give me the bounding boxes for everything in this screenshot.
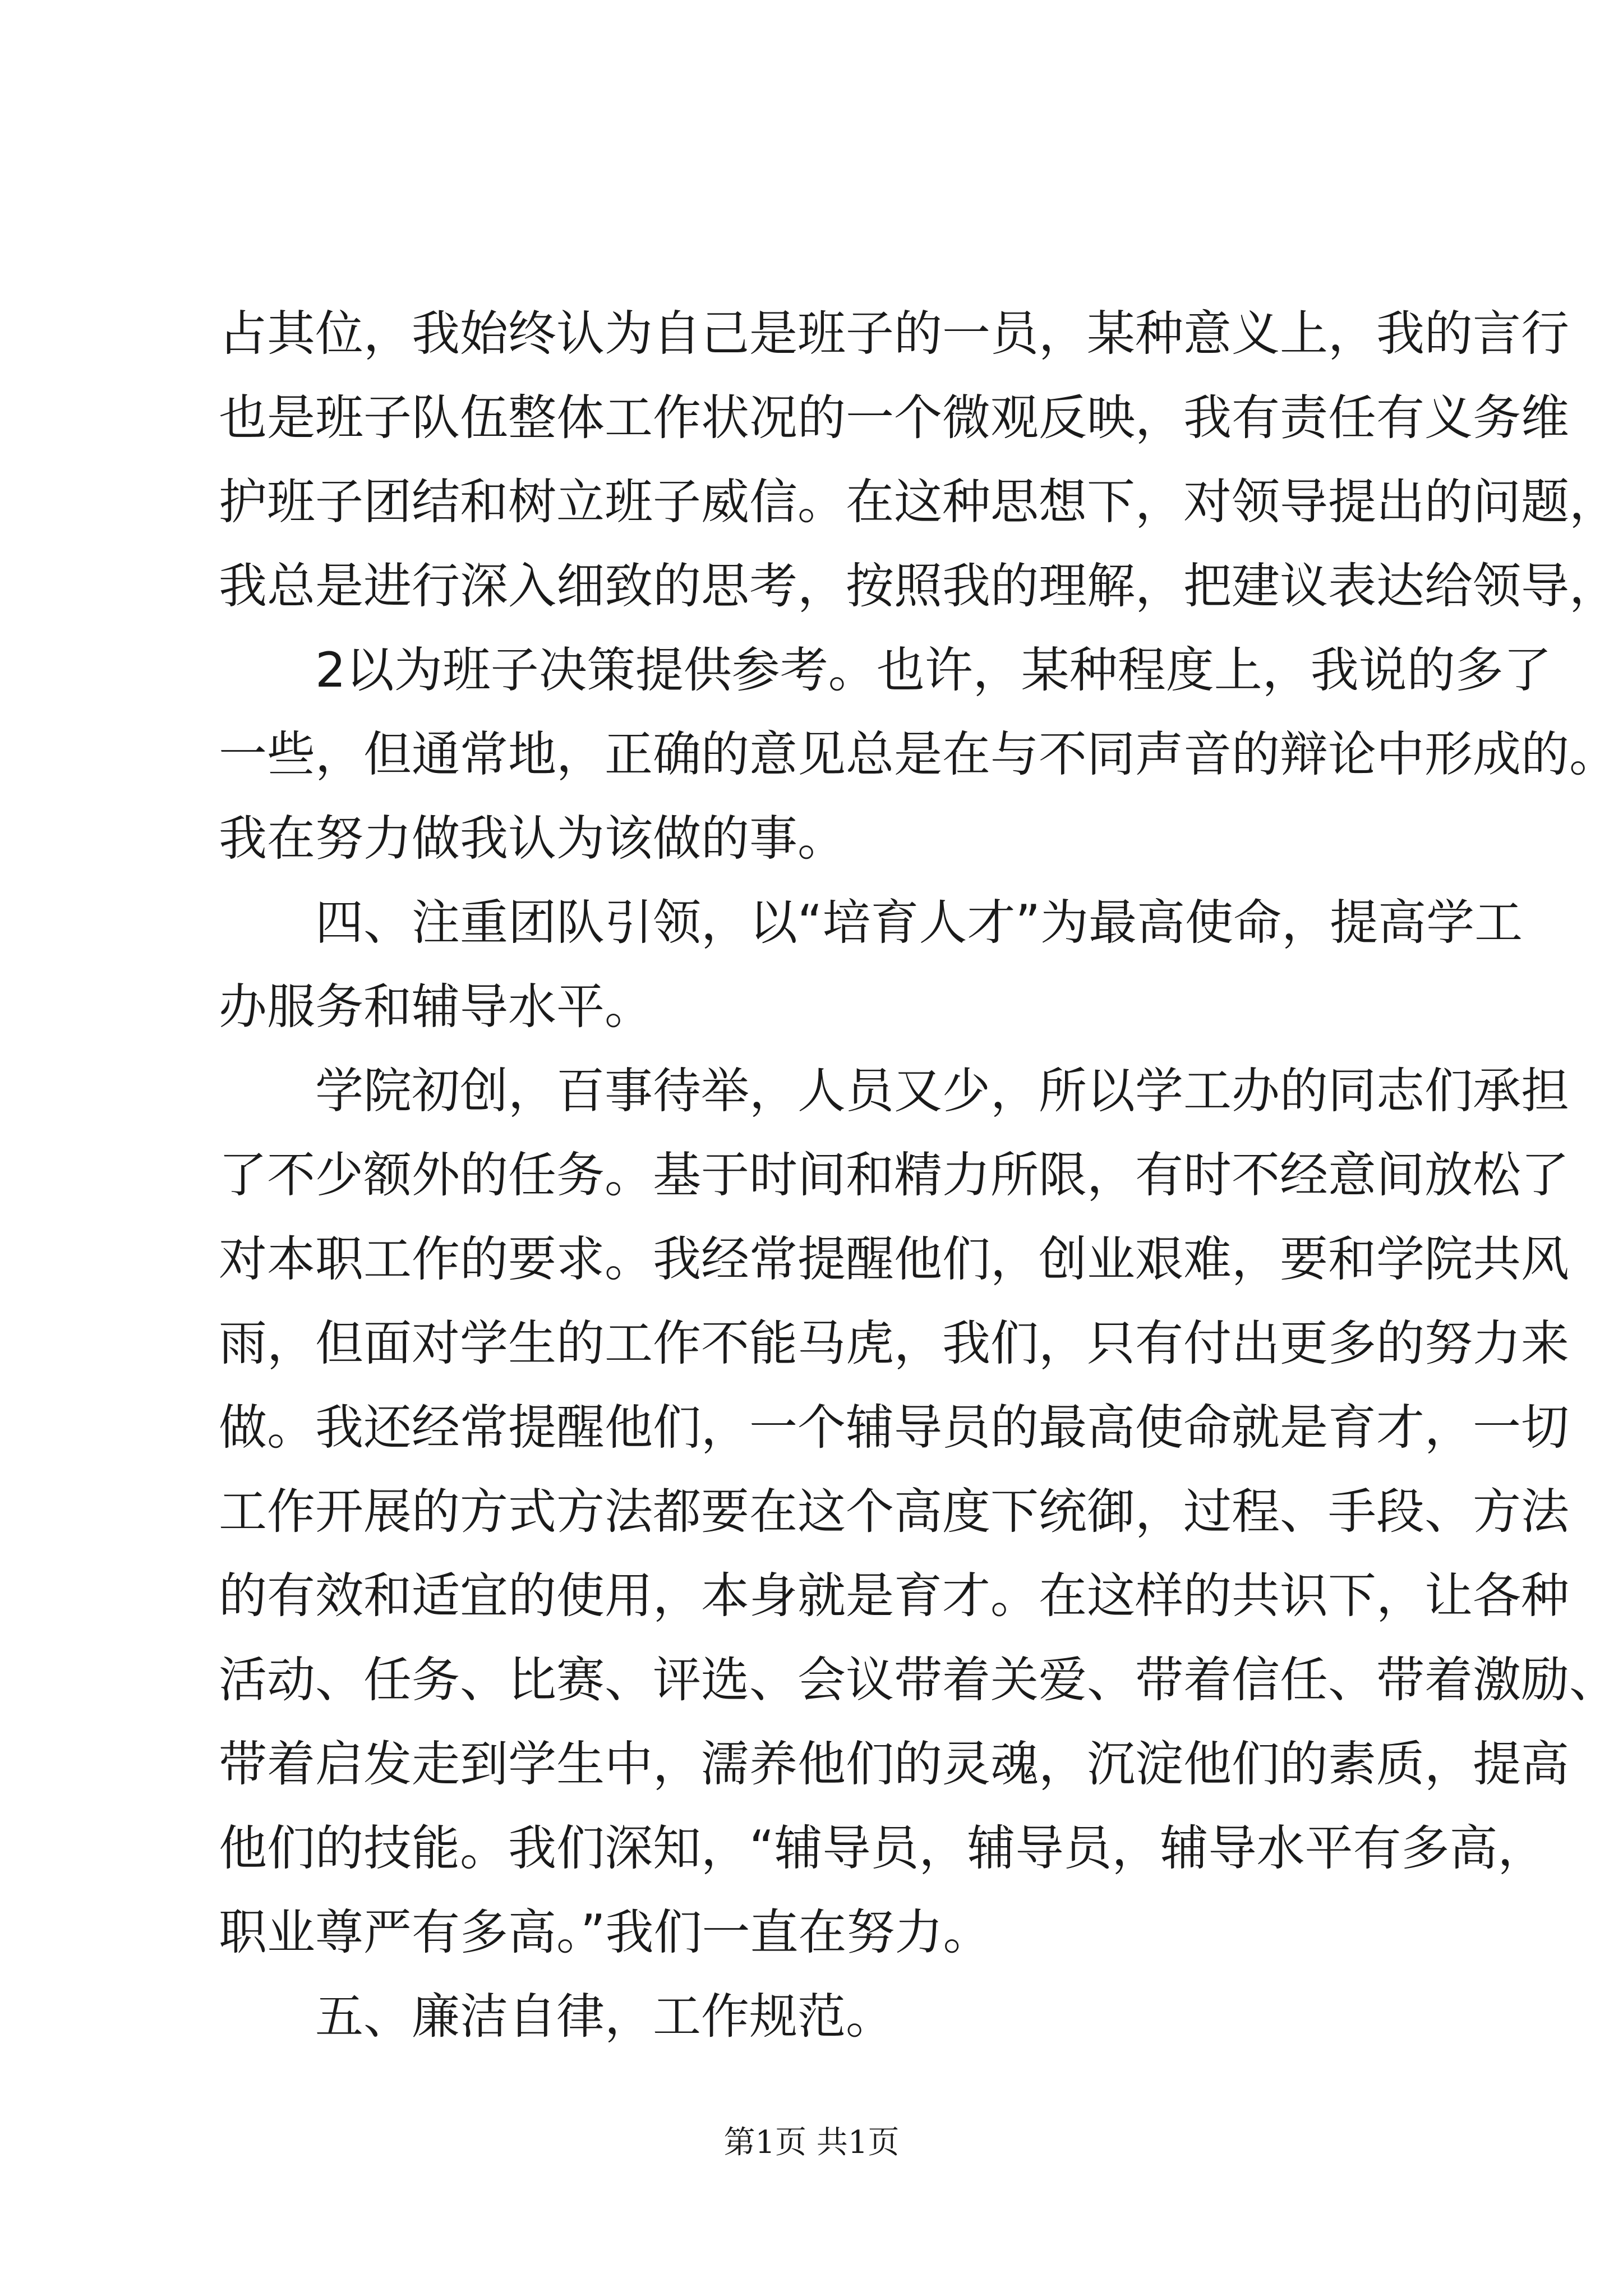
text-line: 对本职工作的要求。我经常提醒他们，创业艰难，要和学院共风: [219, 1231, 1569, 1287]
section-heading: 四、注重团队引领，以“培育人才”为最高使命，提高学工: [219, 895, 1523, 951]
text-line: 2以为班子决策提供参考。也许，某种程度上，我说的多了: [219, 642, 1552, 698]
text-line: 我总是进行深入细致的思考，按照我的理解，把建议表达给领导，: [219, 558, 1617, 614]
text-line: 也是班子队伍整体工作状况的一个微观反映，我有责任有义务维: [219, 390, 1569, 446]
section-heading: 五、廉洁自律，工作规范。: [219, 1989, 894, 2045]
text-line: 学院初创，百事待举，人员又少，所以学工办的同志们承担: [219, 1063, 1569, 1119]
text-line: 一些，但通常地，正确的意见总是在与不同声音的辩论中形成的。: [219, 726, 1617, 783]
text-line: 占其位，我始终认为自己是班子的一员，某种意义上，我的言行: [219, 306, 1569, 362]
text-line: 职业尊严有多高。”我们一直在努力。: [219, 1904, 992, 1961]
text-line: 我在努力做我认为该做的事。: [219, 811, 846, 867]
text-line: 他们的技能。我们深知，“辅导员，辅导员，辅导水平有多高，: [219, 1820, 1546, 1876]
text-line: 护班子团结和树立班子威信。在这种思想下，对领导提出的问题，: [219, 474, 1617, 530]
page-footer: 第1页 共1页: [723, 2124, 900, 2161]
text-line: 活动、任务、比赛、评选、会议带着关爱、带着信任、带着激励、: [219, 1652, 1617, 1708]
text-line: 了不少额外的任务。基于时间和精力所限，有时不经意间放松了: [219, 1147, 1569, 1203]
text-line: 雨，但面对学生的工作不能马虎，我们，只有付出更多的努力来: [219, 1315, 1569, 1372]
text-line: 做。我还经常提醒他们，一个辅导员的最高使命就是育才，一切: [219, 1400, 1569, 1456]
text-line: 带着启发走到学生中，濡养他们的灵魂，沉淀他们的素质，提高: [219, 1736, 1569, 1792]
section-heading: 办服务和辅导水平。: [219, 979, 653, 1035]
text-line: 工作开展的方式方法都要在这个高度下统御，过程、手段、方法: [219, 1484, 1569, 1540]
text-line: 的有效和适宜的使用，本身就是育才。在这样的共识下，让各种: [219, 1568, 1569, 1624]
